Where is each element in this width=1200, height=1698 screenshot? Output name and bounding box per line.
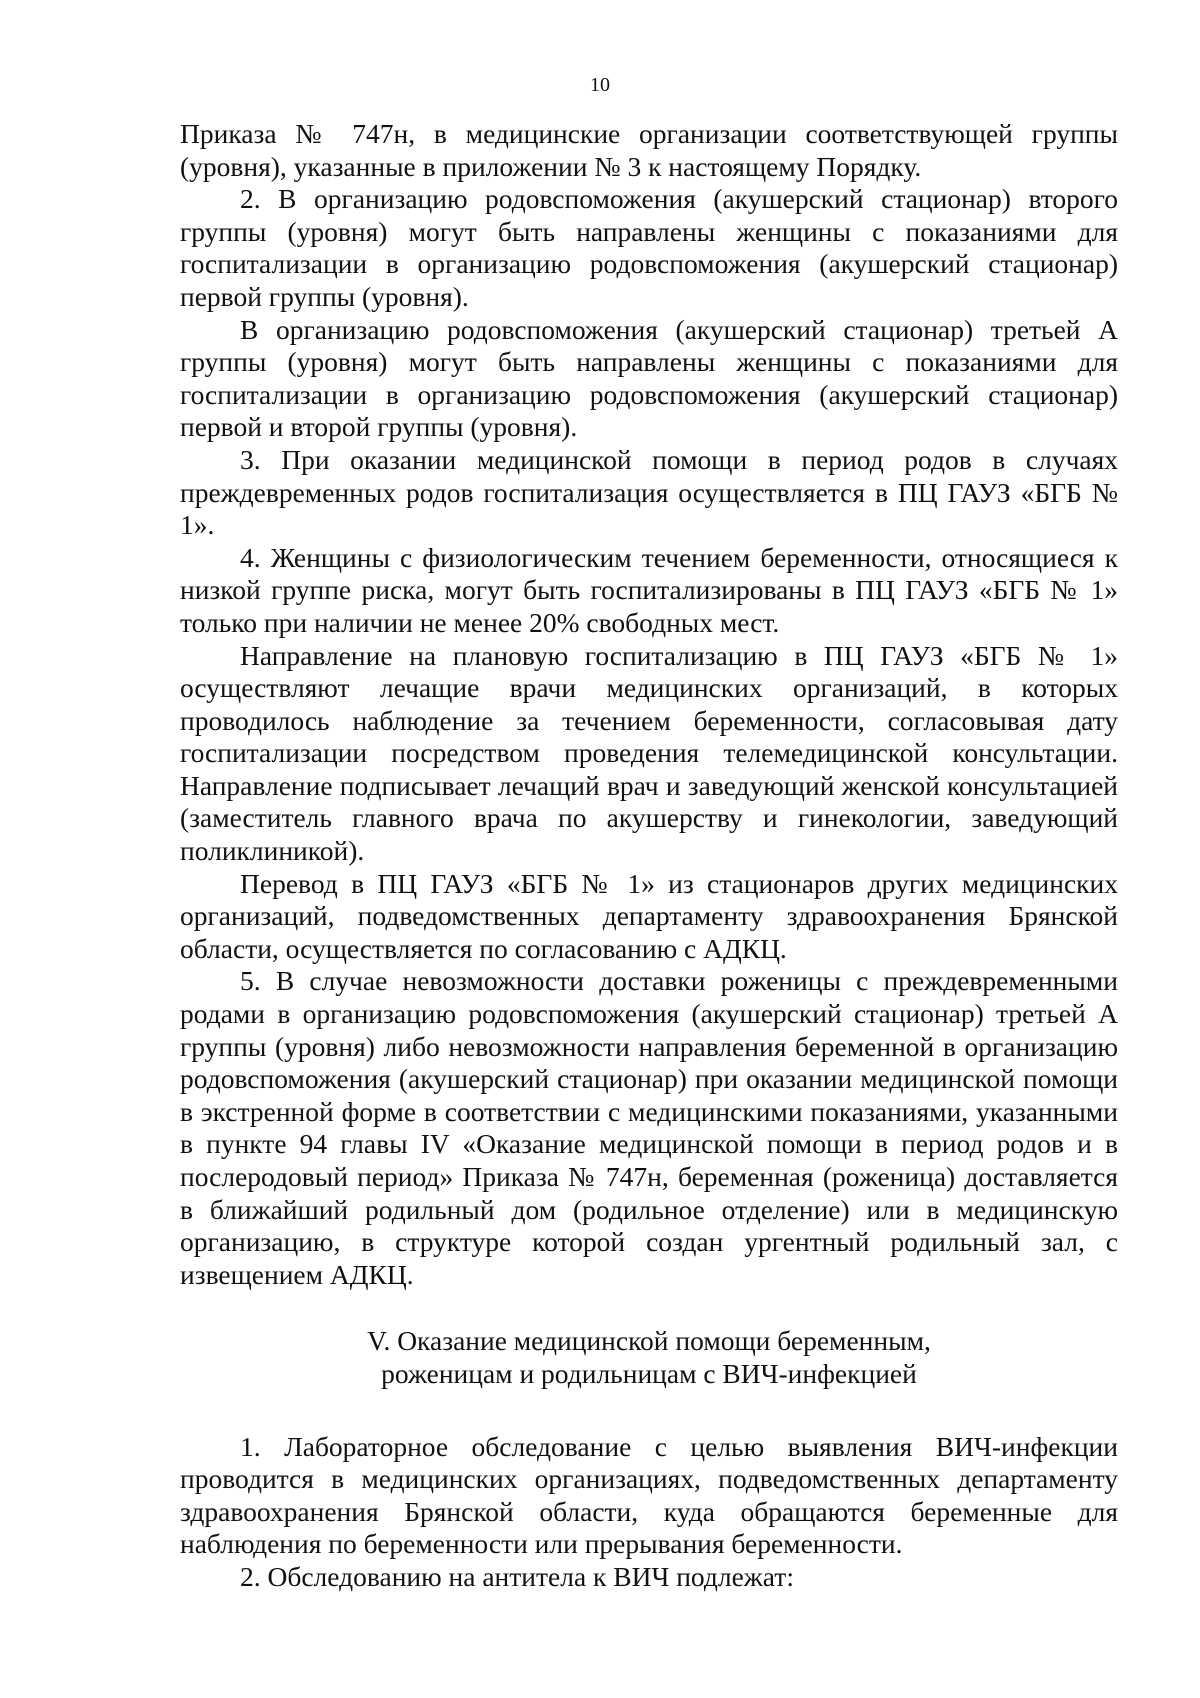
- section-heading-line-1: V. Оказание медицинской помощи беременным,: [367, 1325, 931, 1357]
- page-number: 10: [590, 74, 610, 96]
- spacer: [180, 1391, 1118, 1431]
- spacer: [180, 1291, 1118, 1325]
- paragraph-item-2-third-level: В организацию родовспоможения (акушерский стационар) третьей А группы (уровня) могут быть направлены женщины с показаниями для госпитализации в организацию родовспоможения (акушерский стационар) первой и второй группы (уровня).: [180, 313, 1118, 443]
- paragraph-hiv-item-2: 2. Обследованию на антитела к ВИЧ подлежат:: [240, 1560, 794, 1592]
- paragraph-item-2: 2. В организацию родовспоможения (акушерский стационар) второго группы (уровня) могут быть направлены женщины с показаниями для госпитализации в организацию родовспоможения (акушерский стационар) первой группы (уровня).: [180, 183, 1118, 312]
- section-heading-line-2: роженицам и родильницам с ВИЧ-инфекцией: [381, 1357, 917, 1389]
- document-body: [180, 118, 1118, 1594]
- paragraph-item-3: 3. При оказании медицинской помощи в период родов в случаях преждевременных родов госпитализация осуществляется в ПЦ ГАУЗ «БГБ № 1».: [180, 443, 1118, 541]
- paragraph-transfer: Перевод в ПЦ ГАУЗ «БГБ № 1» из стационаров других медицинских организаций, подведомственных департаменту здравоохранения Брянской области, осуществляется по согласованию с АДКЦ.: [180, 867, 1118, 964]
- paragraph-hiv-item-1: 1. Лабораторное обследование с целью выявления ВИЧ-инфекции проводится в медицинских организациях, подведомственных департаменту здравоохранения Брянской области, куда обращаются беременные для наблюдения по беременности или прерывания беременности.: [180, 1430, 1118, 1560]
- paragraph-item-4: 4. Женщины с физиологическим течением беременности, относящиеся к низкой группе риска, могут быть госпитализированы в ПЦ ГАУЗ «БГБ № 1» только при наличии не менее 20% свободных мест.: [180, 541, 1118, 638]
- paragraph-planned-hospitalization: Направление на плановую госпитализацию в ПЦ ГАУЗ «БГБ № 1» осуществляют лечащие врачи медицинских организаций, в которых проводилось наблюдение за течением беременности, согласовывая дату госпитализации посредством проведения телемедицинской консультации. Направление подписывает лечащий врач и заведующий женской консультацией (заместитель главного врача по акушерству и гинекологии, заведующий поликлиникой).: [180, 639, 1118, 867]
- paragraph-item-5: 5. В случае невозможности доставки роженицы с преждевременными родами в организацию родовспоможения (акушерский стационар) третьей А группы (уровня) либо невозможности направления беременной в организацию родовспоможения (акушерский стационар) при оказании медицинской помощи в экстренной форме в соответствии с медицинскими показаниями, указанными в пункте 94 главы IV «Оказание медицинской помощи в период родов и в послеродовый период» Приказа № 747н, беременная (роженица) доставляется в ближайший родильный дом (родильное отделение) или в медицинскую организацию, в структуре которой создан ургентный родильный зал, с извещением АДКЦ.: [180, 965, 1118, 1290]
- paragraph-order-continuation: Приказа № 747н, в медицинские организации соответствующей группы (уровня), указанные в приложении № 3 к настоящему Порядку.: [180, 118, 1118, 182]
- section-heading: [180, 1325, 1118, 1390]
